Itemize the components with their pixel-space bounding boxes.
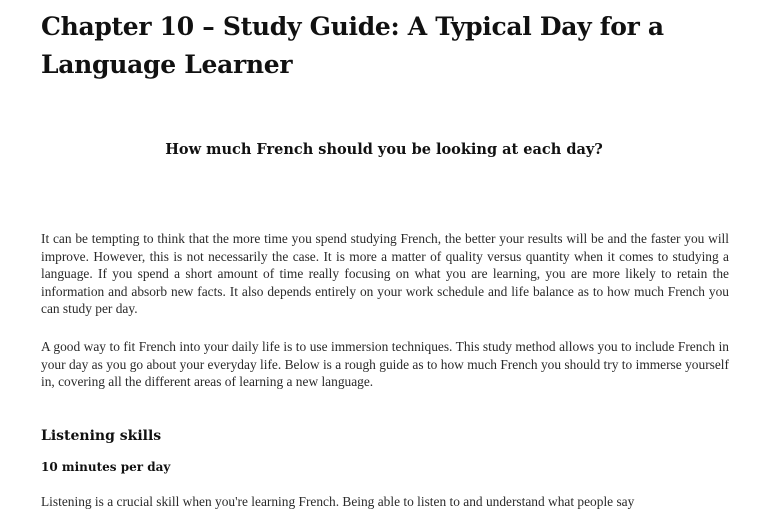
- listening-skills-heading: Listening skills: [41, 428, 162, 444]
- listening-paragraph: Listening is a crucial skill when you're learning French. Being able to listen to and understand what people say: [41, 494, 635, 509]
- section-question: How much French should you be looking at each day?: [165, 141, 603, 158]
- listening-duration-label: 10 minutes per day: [41, 460, 171, 474]
- chapter-title: Chapter 10 – Study Guide: A Typical Day for a Language Learner: [41, 12, 664, 79]
- immersion-paragraph: A good way to fit French into your daily life is to use immersion techniques. This study method allows you to include French in your day as you go about your everyday life. Below is a rough guide as to how much French you should try to immerse yourself in, covering all the different areas of learning a new language.: [41, 339, 729, 389]
- intro-paragraph: It can be tempting to think that the more time you spend studying French, the better your results will be and the faster you will improve. However, this is not necessarily the case. It is more a matter of quality versus quantity when it comes to studying a language. If you spend a short amount of time really focusing on what you are learning, you are more likely to retain the information and absorb new facts. It also depends entirely on your work schedule and life balance as to how much French you can study per day.: [41, 231, 729, 316]
